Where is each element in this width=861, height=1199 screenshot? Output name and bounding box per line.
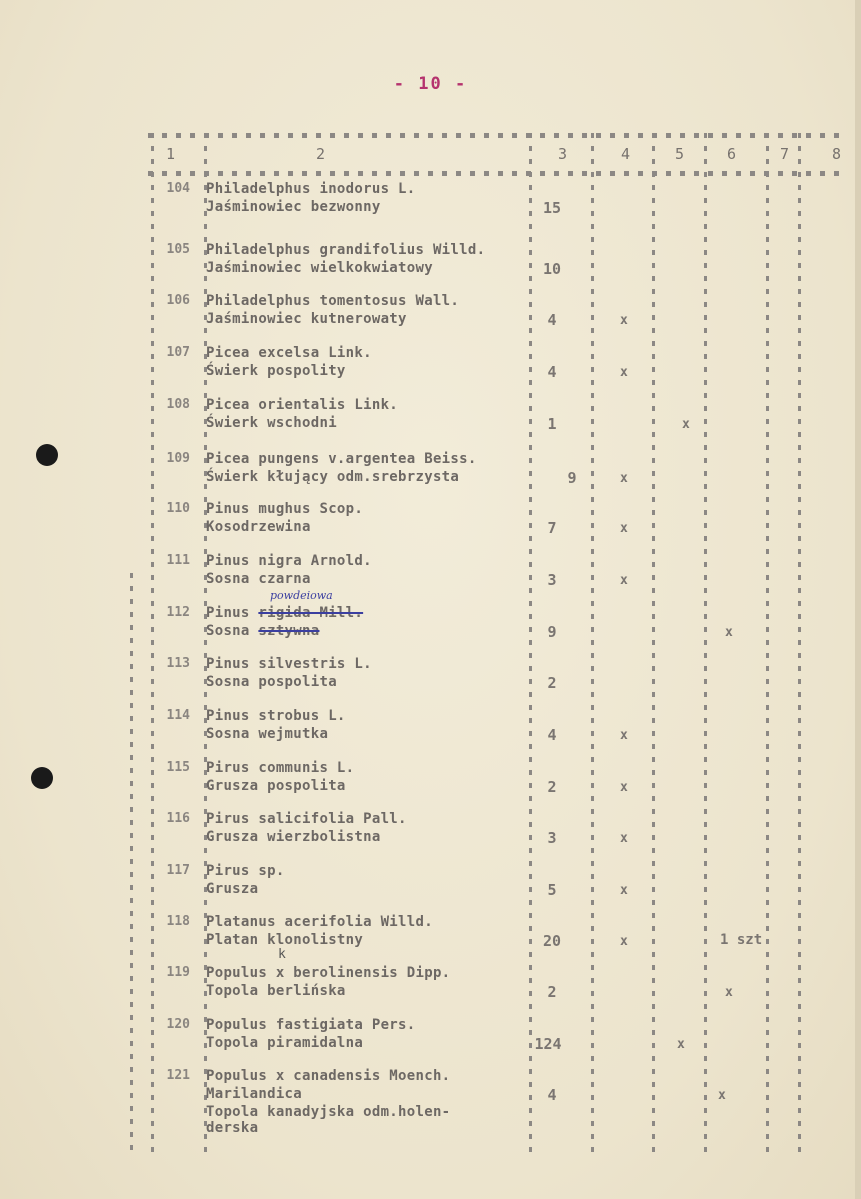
column-divider — [766, 133, 769, 1163]
column-header-3: 3 — [558, 145, 568, 163]
column-header-5: 5 — [675, 145, 685, 163]
quantity: 2 — [547, 983, 557, 1001]
border-dot — [428, 133, 433, 138]
polish-genus: Sosna — [206, 623, 259, 639]
border-dot — [414, 133, 419, 138]
border-dot — [582, 133, 587, 138]
latin-name: Picea pungens v.argentea Beiss. — [206, 451, 477, 467]
border-dot — [442, 171, 447, 176]
cultivar-name: Marilandica — [206, 1086, 303, 1102]
polish-name: Świerk wschodni — [206, 415, 337, 431]
border-dot — [806, 171, 811, 176]
border-dot — [750, 171, 755, 176]
column-6-value: 1 szt — [720, 932, 763, 948]
column-divider — [204, 133, 207, 1163]
border-dot — [498, 171, 503, 176]
border-dot — [316, 133, 321, 138]
header-bottom-border — [148, 171, 848, 179]
latin-name: Pirus salicifolia Pall. — [206, 811, 407, 827]
column-4-mark: x — [620, 831, 628, 846]
latin-name: Picea excelsa Link. — [206, 345, 372, 361]
border-dot — [260, 171, 265, 176]
border-dot — [554, 133, 559, 138]
column-5-mark: x — [682, 417, 690, 432]
row-number: 117 — [166, 863, 190, 878]
polish-name: Sosna czarna — [206, 571, 311, 587]
polish-name: Jaśminowiec bezwonny — [206, 199, 381, 215]
polish-name: Jaśminowiec kutnerowaty — [206, 311, 407, 327]
border-dot — [680, 133, 685, 138]
row-number: 113 — [166, 656, 190, 671]
latin-name: Populus x berolinensis Dipp. — [206, 965, 451, 981]
polish-name: Topola piramidalna — [206, 1035, 364, 1051]
quantity: 7 — [547, 519, 557, 537]
quantity: 5 — [547, 881, 557, 899]
border-dot — [246, 171, 251, 176]
border-dot — [330, 171, 335, 176]
quantity: 9 — [567, 469, 577, 487]
column-4-mark: x — [620, 365, 628, 380]
column-4-mark: x — [620, 883, 628, 898]
column-divider — [151, 133, 154, 1163]
polish-name: Grusza pospolita — [206, 778, 346, 794]
border-dot — [554, 171, 559, 176]
latin-genus: Pinus — [206, 605, 259, 621]
border-dot — [722, 171, 727, 176]
border-dot — [610, 133, 615, 138]
latin-name: Platanus acerifolia Willd. — [206, 914, 433, 930]
border-dot — [596, 133, 601, 138]
border-dot — [470, 133, 475, 138]
column-4-mark: x — [620, 573, 628, 588]
quantity: 3 — [547, 571, 557, 589]
border-dot — [568, 171, 573, 176]
quantity: 4 — [547, 726, 557, 744]
border-dot — [358, 171, 363, 176]
quantity: 4 — [547, 311, 557, 329]
column-divider — [798, 133, 801, 1163]
polish-name: Sosna wejmutka — [206, 726, 329, 742]
latin-name: Pirus communis L. — [206, 760, 355, 776]
quantity: 4 — [547, 1086, 557, 1104]
latin-name: Pinus mughus Scop. — [206, 501, 364, 517]
border-dot — [540, 171, 545, 176]
latin-name: Pinus strobus L. — [206, 708, 346, 724]
column-header-4: 4 — [621, 145, 631, 163]
border-dot — [568, 133, 573, 138]
quantity: 1 — [547, 415, 557, 433]
column-header-8: 8 — [832, 145, 842, 163]
border-dot — [232, 133, 237, 138]
border-dot — [540, 133, 545, 138]
border-dot — [778, 133, 783, 138]
row-number: 110 — [166, 501, 190, 516]
border-dot — [722, 133, 727, 138]
border-dot — [288, 171, 293, 176]
border-dot — [386, 171, 391, 176]
column-header-2: 2 — [316, 145, 326, 163]
border-dot — [582, 171, 587, 176]
border-dot — [694, 171, 699, 176]
polish-name: Topola kanadyjska odm.holen- — [206, 1104, 451, 1120]
row-number: 111 — [166, 553, 190, 568]
row-number: 107 — [166, 345, 190, 360]
border-dot — [708, 171, 713, 176]
border-dot — [456, 133, 461, 138]
column-6-mark: x — [718, 1088, 726, 1103]
border-dot — [596, 171, 601, 176]
quantity: 20 — [542, 932, 562, 950]
border-dot — [834, 133, 839, 138]
border-dot — [736, 171, 741, 176]
border-dot — [792, 171, 797, 176]
border-dot — [498, 133, 503, 138]
latin-name: Philadelphus grandifolius Willd. — [206, 242, 486, 258]
border-dot — [694, 133, 699, 138]
border-dot — [246, 133, 251, 138]
handwritten-correction: powdeiowa — [270, 589, 333, 602]
polish-name: Topola berlińska — [206, 983, 346, 999]
border-dot — [708, 133, 713, 138]
row-number: 119 — [166, 965, 190, 980]
header-top-border — [148, 133, 848, 141]
column-4-mark: x — [620, 934, 628, 949]
quantity: 9 — [547, 623, 557, 641]
row-number: 105 — [166, 242, 190, 257]
row-number: 106 — [166, 293, 190, 308]
page-number: - 10 - — [393, 74, 468, 94]
quantity: 2 — [547, 778, 557, 796]
border-dot — [834, 171, 839, 176]
border-dot — [302, 133, 307, 138]
column-5-mark: x — [677, 1037, 685, 1052]
latin-name: Philadelphus tomentosus Wall. — [206, 293, 460, 309]
border-dot — [806, 133, 811, 138]
border-dot — [162, 171, 167, 176]
border-dot — [344, 171, 349, 176]
polish-name: Platan klonolistny — [206, 932, 364, 948]
quantity: 3 — [547, 829, 557, 847]
border-dot — [484, 133, 489, 138]
border-dot — [624, 171, 629, 176]
struck-latin-epithet: rigida Mill. — [258, 605, 364, 621]
column-divider — [529, 133, 532, 1163]
border-dot — [218, 171, 223, 176]
latin-name: Populus fastigiata Pers. — [206, 1017, 416, 1033]
polish-name: Grusza — [206, 881, 259, 897]
row-number: 104 — [166, 181, 190, 196]
row-number: 115 — [166, 760, 190, 775]
border-dot — [372, 171, 377, 176]
binder-hole-bottom — [31, 767, 53, 789]
border-dot — [344, 133, 349, 138]
left-margin-divider — [130, 573, 133, 1163]
border-dot — [680, 171, 685, 176]
border-dot — [400, 171, 405, 176]
row-number: 116 — [166, 811, 190, 826]
row-number: 108 — [166, 397, 190, 412]
border-dot — [750, 133, 755, 138]
border-dot — [484, 171, 489, 176]
row-number: 118 — [166, 914, 190, 929]
border-dot — [456, 171, 461, 176]
border-dot — [232, 171, 237, 176]
border-dot — [288, 133, 293, 138]
border-dot — [666, 171, 671, 176]
column-6-mark: x — [725, 625, 733, 640]
border-dot — [512, 133, 517, 138]
page-edge — [855, 0, 861, 1199]
border-dot — [820, 133, 825, 138]
column-4-mark: x — [620, 728, 628, 743]
border-dot — [414, 171, 419, 176]
border-dot — [792, 133, 797, 138]
quantity: 10 — [542, 260, 562, 278]
border-dot — [218, 133, 223, 138]
border-dot — [638, 133, 643, 138]
column-divider — [652, 133, 655, 1163]
border-dot — [638, 171, 643, 176]
column-divider — [591, 133, 594, 1163]
polish-name: Jaśminowiec wielkokwiatowy — [206, 260, 433, 276]
column-4-mark: x — [620, 780, 628, 795]
border-dot — [274, 171, 279, 176]
binder-hole-top — [36, 444, 58, 466]
column-4-mark: x — [620, 521, 628, 536]
column-4-mark: x — [620, 313, 628, 328]
border-dot — [428, 171, 433, 176]
polish-name — [206, 623, 319, 639]
border-dot — [400, 133, 405, 138]
border-dot — [512, 171, 517, 176]
border-dot — [260, 133, 265, 138]
border-dot — [386, 133, 391, 138]
border-dot — [666, 133, 671, 138]
border-dot — [274, 133, 279, 138]
border-dot — [736, 133, 741, 138]
border-dot — [190, 171, 195, 176]
border-dot — [372, 133, 377, 138]
border-dot — [176, 171, 181, 176]
polish-name: Grusza wierzbolistna — [206, 829, 381, 845]
column-header-1: 1 — [166, 145, 176, 163]
latin-name: Philadelphus inodorus L. — [206, 181, 416, 197]
latin-name: Populus x canadensis Moench. — [206, 1068, 451, 1084]
border-dot — [610, 171, 615, 176]
latin-name: Pinus silvestris L. — [206, 656, 372, 672]
border-dot — [302, 171, 307, 176]
latin-name — [206, 605, 363, 621]
column-header-6: 6 — [727, 145, 737, 163]
polish-name: Świerk kłujący odm.srebrzysta — [206, 469, 460, 485]
column-6-mark: x — [725, 985, 733, 1000]
struck-polish-epithet: sztywna — [258, 623, 320, 639]
row-number: 120 — [166, 1017, 190, 1032]
border-dot — [358, 133, 363, 138]
border-dot — [316, 171, 321, 176]
polish-name: Kosodrzewina — [206, 519, 311, 535]
border-dot — [470, 171, 475, 176]
column-divider — [704, 133, 707, 1163]
latin-name: Pirus sp. — [206, 863, 285, 879]
column-4-mark: x — [620, 471, 628, 486]
latin-name: Pinus nigra Arnold. — [206, 553, 372, 569]
polish-name: Sosna pospolita — [206, 674, 337, 690]
row-number: 114 — [166, 708, 190, 723]
border-dot — [442, 133, 447, 138]
row-number: 121 — [166, 1068, 190, 1083]
border-dot — [190, 133, 195, 138]
polish-name-continued: derska — [206, 1120, 259, 1136]
column-header-7: 7 — [780, 145, 790, 163]
quantity: 124 — [534, 1035, 562, 1053]
polish-name: Świerk pospolity — [206, 363, 346, 379]
handwritten-letter: k — [278, 947, 286, 962]
border-dot — [624, 133, 629, 138]
border-dot — [162, 133, 167, 138]
border-dot — [330, 133, 335, 138]
border-dot — [176, 133, 181, 138]
row-number: 109 — [166, 451, 190, 466]
quantity: 2 — [547, 674, 557, 692]
border-dot — [820, 171, 825, 176]
quantity: 4 — [547, 363, 557, 381]
row-number: 112 — [166, 605, 190, 620]
quantity: 15 — [542, 199, 562, 217]
latin-name: Picea orientalis Link. — [206, 397, 399, 413]
border-dot — [778, 171, 783, 176]
